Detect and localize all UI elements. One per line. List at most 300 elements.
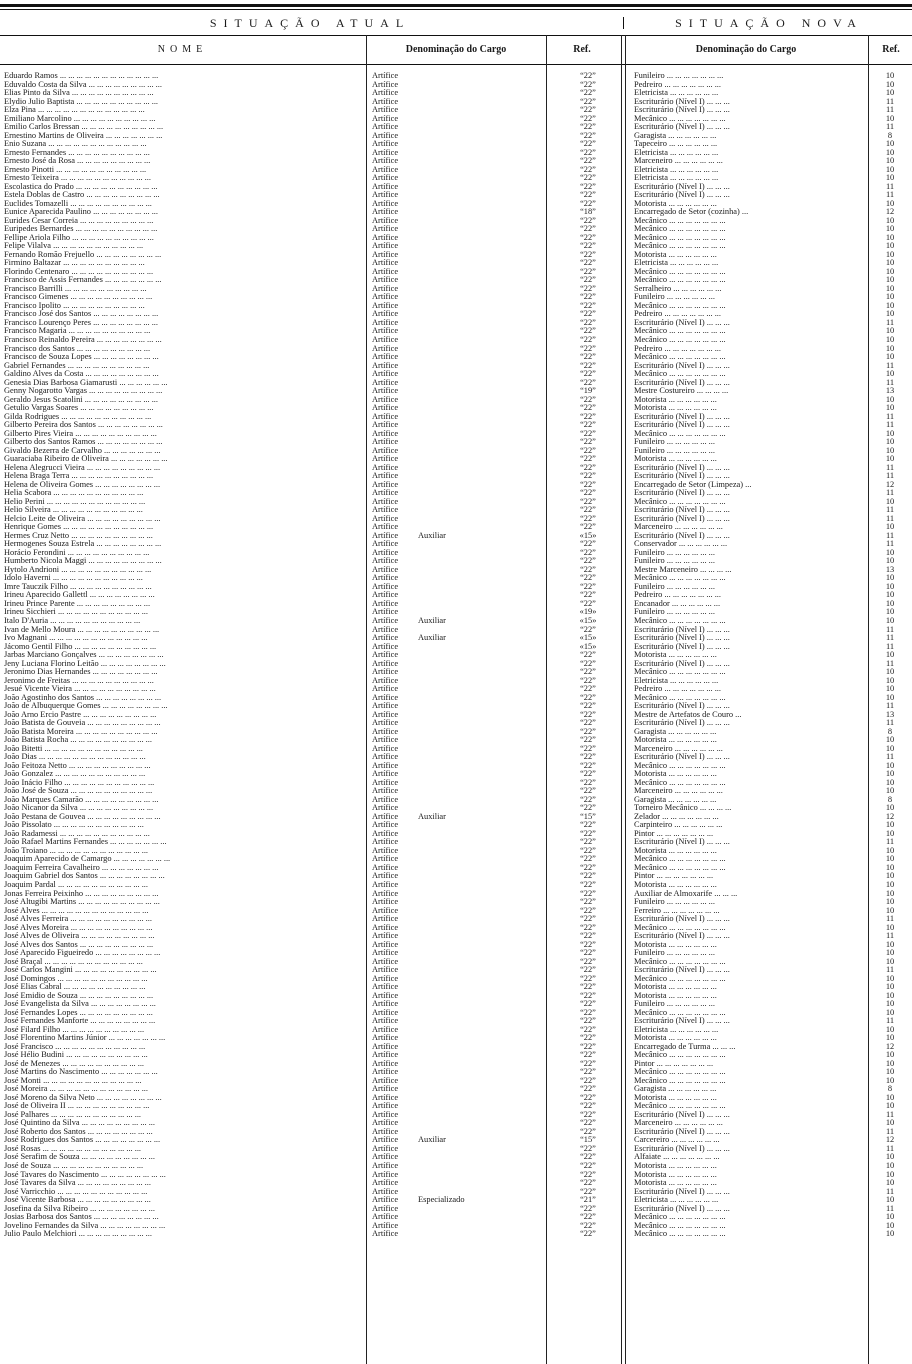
cell-cargo-nova: Funileiro ... ... ... ... ... ...	[634, 293, 715, 302]
table-row	[0, 779, 912, 788]
table-row	[0, 617, 912, 626]
cell-ref: “22”	[580, 1102, 596, 1111]
cell-cargo-nova: Serralheiro ... ... ... ... ... ...	[634, 284, 722, 293]
cell-ref-nova: 10	[885, 1196, 895, 1205]
cell-cargo: Artífice	[372, 702, 399, 711]
table-row	[0, 1085, 912, 1094]
cell-cargo: Artífice	[372, 276, 399, 285]
cell-ref: “15”	[580, 1136, 596, 1145]
cell-cargo-nova: Eletricista ... ... ... ... ... ...	[634, 1196, 719, 1205]
cell-nome: José Moreira ... ... ... ... ... ... ... ... ... ... ... ...	[4, 1085, 148, 1094]
cell-cargo-nova: Motorista ... ... ... ... ... ...	[634, 404, 717, 413]
cell-cargo-nova: Auxiliar de Almoxarife ... ... ...	[634, 889, 738, 898]
cell-ref-nova: 8	[887, 131, 893, 140]
cell-ref-nova: 10	[885, 846, 895, 855]
cell-cargo: Artífice	[372, 855, 399, 864]
cell-ref: “22”	[580, 1025, 596, 1034]
cell-cargo: Artífice	[372, 829, 399, 838]
cell-nome: João Feitoza Netto ... ... ... ... ... ... ... ... ... ...	[4, 761, 151, 770]
cell-cargo-nova: Escriturário (Nível I) ... ... ...	[634, 412, 730, 421]
table-row	[0, 992, 912, 1001]
table-row	[0, 1230, 912, 1239]
cell-nome: Ivan de Mello Moura ... ... ... ... ... ... ... ... ... ...	[4, 625, 160, 634]
cell-nome: Florindo Centenaro ... ... ... ... ... ... ... ... ... ...	[4, 267, 154, 276]
cell-cargo: Artífice	[372, 489, 399, 498]
cell-ref: “22”	[580, 276, 596, 285]
cell-ref: “22”	[580, 1085, 596, 1094]
cell-ref: «15»	[579, 617, 597, 625]
cell-ref-nova: 10	[885, 1059, 895, 1068]
table-row	[0, 626, 912, 635]
cell-nome: Joaquim Pardal ... ... ... ... ... ... ... ... ... ... ...	[4, 880, 148, 889]
table-row	[0, 1145, 912, 1154]
cell-ref: “22”	[580, 421, 596, 430]
cell-cargo-nova: Marceneiro ... ... ... ... ... ...	[634, 744, 723, 753]
cell-nome: Estela Doblas de Castro ... ... ... ... ... ... ... ... ...	[4, 191, 160, 200]
table-row	[0, 540, 912, 549]
cell-nome: José Martins do Nascimento ... ... ... ... ... ... ...	[4, 1068, 158, 1077]
cell-ref: “22”	[580, 267, 596, 276]
cell-nome: José Braçal ... ... ... ... ... ... ... ... ... ... ... ...	[4, 957, 143, 966]
cell-ref: “22”	[580, 676, 596, 685]
table-row	[0, 1162, 912, 1171]
cell-nome: Emiliano Marcolino ... ... ... ... ... ... ... ... ... ...	[4, 114, 156, 123]
cell-ref-nova: 11	[885, 1017, 895, 1026]
table-row	[0, 1196, 912, 1205]
cell-ref-nova: 13	[885, 710, 895, 719]
cell-nome: Idolo Haverni ... ... ... ... ... ... ... ... ... ... ...	[4, 574, 143, 583]
cell-ref: “22”	[580, 923, 596, 932]
cell-cargo: Artífice	[372, 250, 399, 259]
cell-ref-nova: 10	[885, 872, 895, 881]
table-row	[0, 200, 912, 209]
cell-ref: “22”	[580, 318, 596, 327]
table-row	[0, 481, 912, 490]
cell-cargo-nova: Pedreiro ... ... ... ... ... ... ...	[634, 310, 721, 319]
table-row	[0, 379, 912, 388]
cell-ref-nova: 11	[885, 1127, 895, 1136]
cell-ref-nova: 10	[885, 523, 895, 532]
cell-cargo: Artífice	[372, 1144, 399, 1153]
cell-ref-nova: 10	[885, 327, 895, 336]
table-row	[0, 643, 912, 652]
cell-ref: “22”	[580, 1017, 596, 1026]
column-header-ref: Ref.	[573, 44, 591, 55]
cell-cargo-nova: Encarregado de Setor (cozinha) ...	[634, 208, 749, 217]
cell-ref-nova: 11	[885, 318, 895, 327]
cell-cargo-nova: Motorista ... ... ... ... ... ...	[634, 770, 717, 779]
cell-ref: “22”	[580, 651, 596, 660]
cell-ref-nova: 10	[885, 301, 895, 310]
cell-cargo-nova: Mecânico ... ... ... ... ... ... ...	[634, 335, 726, 344]
cell-cargo-nova: Escriturário (Nível I) ... ... ...	[634, 123, 730, 132]
cell-nome: Eduardo Ramos ... ... ... ... ... ... ... ... ... ... ... ...	[4, 72, 159, 80]
cell-ref: “22”	[580, 821, 596, 830]
cell-ref-nova: 10	[885, 80, 895, 89]
cell-nome: Escolastica do Prado ... ... ... ... ... ... ... ... ... ...	[4, 182, 158, 191]
cell-ref: “22”	[580, 216, 596, 225]
header-top-rule	[0, 35, 912, 36]
cell-cargo-nova: Motorista ... ... ... ... ... ...	[634, 395, 717, 404]
cell-ref: “22”	[580, 1068, 596, 1077]
cell-nome: Gabriel Fernandes ... ... ... ... ... ... ... ... ... ...	[4, 361, 150, 370]
cell-nome: Horácio Ferondini ... ... ... ... ... ... ... ... ... ...	[4, 548, 150, 557]
cell-cargo-nova: Pedreiro ... ... ... ... ... ... ...	[634, 344, 721, 353]
cell-nome: Francisco de Assis Fernandes ... ... ... ... ... ... ...	[4, 276, 162, 285]
cell-ref-nova: 10	[885, 455, 895, 464]
cell-ref: “22”	[580, 1110, 596, 1119]
cell-cargo-nova: Escriturário (Nível I) ... ... ...	[634, 1187, 730, 1196]
cell-ref-nova: 10	[885, 293, 895, 302]
cell-cargo: Artífice	[372, 1110, 399, 1119]
cell-ref: “22”	[580, 412, 596, 421]
cell-cargo-nova: Escriturário (Nível I) ... ... ...	[634, 191, 730, 200]
cell-cargo-nova: Motorista ... ... ... ... ... ...	[634, 250, 717, 259]
cell-nome: João Pestana de Gouvea ... ... ... ... ... ... ... ... ...	[4, 812, 161, 821]
cell-cargo-nova: Motorista ... ... ... ... ... ...	[634, 199, 717, 208]
cell-ref: “22”	[580, 804, 596, 813]
cell-ref-nova: 10	[885, 114, 895, 123]
cell-ref: “22”	[580, 787, 596, 796]
cell-cargo: Artífice	[372, 1221, 399, 1230]
cell-ref: «15»	[579, 531, 597, 540]
cell-nome: José Roberto dos Santos ... ... ... ... ... ... ... ...	[4, 1127, 153, 1136]
cell-cargo-nova: Eletricista ... ... ... ... ... ...	[634, 165, 719, 174]
cell-cargo: Artífice	[372, 991, 399, 1000]
cell-ref: “22”	[580, 242, 596, 251]
cell-ref-nova: 10	[885, 174, 895, 183]
cell-cargo-nova: Escriturário (Nível I) ... ... ...	[634, 1204, 730, 1213]
cell-ref: “22”	[580, 778, 596, 787]
cell-cargo-nova: Escriturário (Nível I) ... ... ...	[634, 182, 730, 191]
cell-cargo: Artífice	[372, 182, 399, 191]
cell-cargo-nova: Garagista ... ... ... ... ... ...	[634, 131, 717, 140]
cell-cargo: Artífice	[372, 89, 399, 98]
cell-cargo: Artífice	[372, 753, 399, 762]
cell-nome: Elias Pinto da Silva ... ... ... ... ... ... ... ... ... ...	[4, 89, 154, 98]
cell-ref: “22”	[580, 966, 596, 975]
cell-cargo-nova: Motorista ... ... ... ... ... ...	[634, 651, 717, 660]
cell-ref-nova: 11	[885, 966, 895, 975]
cell-nome: José Emidio de Souza ... ... ... ... ... ... ... ... ...	[4, 991, 154, 1000]
table-row	[0, 872, 912, 881]
cell-ref-nova: 10	[885, 1068, 895, 1077]
cell-cargo: Artífice	[372, 140, 399, 149]
cell-cargo: Artífice	[372, 1076, 399, 1085]
cell-cargo: Artífice	[372, 923, 399, 932]
cell-cargo: Artífice	[372, 685, 399, 694]
table-row	[0, 81, 912, 90]
cell-cargo-nova: Eletricista ... ... ... ... ... ...	[634, 1025, 719, 1034]
cell-cargo-nova: Escriturário (Nível I) ... ... ...	[634, 1144, 730, 1153]
cell-cargo-nova: Funileiro ... ... ... ... ... ...	[634, 608, 715, 617]
cell-ref: “22”	[580, 140, 596, 149]
cell-cargo-nova: Escriturário (Nível I) ... ... ...	[634, 472, 730, 481]
cell-ref: “22”	[580, 557, 596, 566]
cell-cargo: Artífice	[372, 812, 399, 821]
cell-cargo: Artífice	[372, 719, 399, 728]
cell-ref: “22”	[580, 846, 596, 855]
cell-cargo: Artífice	[372, 284, 399, 293]
cell-cargo: Artífice	[372, 966, 399, 975]
cell-nome: Joaquim Ferreira Cavalheiro ... ... ... ... ... ... ...	[4, 863, 159, 872]
cell-nome: José Fernandes Manforte ... ... ... ... ... ... ... ...	[4, 1017, 156, 1026]
cell-ref-nova: 11	[885, 378, 895, 387]
cell-nome: José de Oliveira II ... ... ... ... ... ... ... ... ... ...	[4, 1102, 150, 1111]
cell-nome: José Tavares da Silva ... ... ... ... ... ... ... ... ...	[4, 1179, 151, 1188]
cell-cargo-nova: Escriturário (Nível I) ... ... ...	[634, 625, 730, 634]
cell-cargo: Artífice	[372, 225, 399, 234]
cell-cargo-nova: Funileiro ... ... ... ... ... ...	[634, 949, 715, 958]
cell-ref: “22”	[580, 191, 596, 200]
cell-nome: José Aparecido Figueiredo ... ... ... ... ... ... ... ...	[4, 949, 161, 958]
cell-ref-nova: 10	[885, 1213, 895, 1222]
table-row	[0, 72, 912, 81]
cell-cargo: Artífice	[372, 80, 399, 89]
table-row	[0, 149, 912, 158]
cell-nome: Genny Nogarotto Vargas ... ... ... ... ... ... ... ... ...	[4, 387, 163, 396]
cell-cargo: Artífice	[372, 1119, 399, 1128]
cell-nome: Francisco Gimenes ... ... ... ... ... ... ... ... ... ...	[4, 293, 153, 302]
table-row	[0, 302, 912, 311]
table-row	[0, 310, 912, 319]
cell-ref: “22”	[580, 957, 596, 966]
cell-ref: “22”	[580, 72, 596, 80]
cell-cargo-nova: Funileiro ... ... ... ... ... ...	[634, 557, 715, 566]
table-row	[0, 1205, 912, 1214]
cell-ref: “22”	[580, 829, 596, 838]
cell-ref-nova: 10	[885, 651, 895, 660]
cell-ref: “22”	[580, 480, 596, 489]
cell-nome: Francisco Barrilli ... ... ... ... ... ... ... ... ... ...	[4, 284, 147, 293]
cell-cargo-nova: Mecânico ... ... ... ... ... ... ...	[634, 1076, 726, 1085]
cell-ref: “22”	[580, 710, 596, 719]
table-row	[0, 1077, 912, 1086]
cell-classe: Auxiliar	[418, 531, 446, 540]
cell-cargo-nova: Motorista ... ... ... ... ... ...	[634, 1034, 717, 1043]
cell-cargo: Artífice	[372, 744, 399, 753]
cell-ref-nova: 12	[885, 1136, 895, 1145]
cell-ref-nova: 10	[885, 974, 895, 983]
cell-ref-nova: 10	[885, 259, 895, 268]
cell-ref-nova: 10	[885, 863, 895, 872]
cell-ref: “22”	[580, 1034, 596, 1043]
cell-cargo: Artífice	[372, 761, 399, 770]
cell-cargo-nova: Mestre Marceneiro ... ... ... ...	[634, 565, 732, 574]
table-row	[0, 1043, 912, 1052]
cell-ref: “22”	[580, 353, 596, 362]
cell-ref: “22”	[580, 174, 596, 183]
cell-cargo: Artífice	[372, 915, 399, 924]
cell-ref: “22”	[580, 284, 596, 293]
cell-ref: “22”	[580, 97, 596, 106]
table-row	[0, 881, 912, 890]
table-row	[0, 370, 912, 379]
cell-nome: Josefina da Silva Ribeiro ... ... ... ... ... ... ... ...	[4, 1204, 155, 1213]
table-row	[0, 1026, 912, 1035]
cell-cargo: Artífice	[372, 591, 399, 600]
cell-nome: João Batista Rocha ... ... ... ... ... ... ... ... ... ...	[4, 736, 152, 745]
cell-nome: João Radamessi ... ... ... ... ... ... ... ... ... ... ...	[4, 829, 150, 838]
cell-cargo-nova: Encarregado de Turma ... ... ...	[634, 1042, 736, 1051]
cell-ref: “22”	[580, 157, 596, 166]
cell-ref-nova: 10	[885, 233, 895, 242]
table-row	[0, 191, 912, 200]
cell-cargo-nova: Pintor ... ... ... ... ... ... ...	[634, 829, 714, 838]
cell-ref: “22”	[580, 361, 596, 370]
cell-cargo: Artífice	[372, 72, 399, 80]
cell-nome: Elza Pina ... ... ... ... ... ... ... ... ... ... ... ... ...	[4, 106, 145, 115]
table-row	[0, 1000, 912, 1009]
cell-cargo: Artífice	[372, 727, 399, 736]
cell-ref: “22”	[580, 310, 596, 319]
cell-nome: José Carlos Mangini ... ... ... ... ... ... ... ... ... ...	[4, 966, 157, 975]
cell-ref: “22”	[580, 872, 596, 881]
table-row	[0, 838, 912, 847]
cell-cargo-nova: Mecânico ... ... ... ... ... ... ...	[634, 668, 726, 677]
cell-classe: Especializado	[418, 1196, 465, 1205]
cell-ref: “22”	[580, 693, 596, 702]
table-row	[0, 208, 912, 217]
table-row	[0, 387, 912, 396]
table-row	[0, 362, 912, 371]
cell-nome: Getulio Vargas Soares ... ... ... ... ... ... ... ... ...	[4, 404, 154, 413]
table-row	[0, 174, 912, 183]
cell-ref: “22”	[580, 983, 596, 992]
cell-cargo-nova: Mecânico ... ... ... ... ... ... ...	[634, 574, 726, 583]
cell-nome: Jesué Vicente Vieira ... ... ... ... ... ... ... ... ... ...	[4, 685, 156, 694]
cell-cargo: Artífice	[372, 1042, 399, 1051]
cell-ref-nova: 11	[885, 719, 895, 728]
cell-cargo: Artífice	[372, 472, 399, 481]
cell-cargo-nova: Funileiro ... ... ... ... ... ...	[634, 582, 715, 591]
table-row	[0, 1128, 912, 1137]
column-header-nome: NOME	[157, 44, 208, 55]
cell-cargo: Artífice	[372, 1204, 399, 1213]
cell-ref-nova: 10	[885, 923, 895, 932]
cell-cargo: Artífice	[372, 804, 399, 813]
cell-ref-nova: 10	[885, 446, 895, 455]
cell-ref-nova: 10	[885, 668, 895, 677]
cell-cargo: Artífice	[372, 548, 399, 557]
cell-cargo-nova: Funileiro ... ... ... ... ... ... ...	[634, 72, 724, 80]
cell-cargo: Artífice	[372, 1187, 399, 1196]
cell-nome: Eduvaldo Costa da Silva ... ... ... ... ... ... ... ... ...	[4, 80, 162, 89]
table-row	[0, 276, 912, 285]
cell-nome: José de Souza ... ... ... ... ... ... ... ... ... ... ...	[4, 1162, 144, 1170]
cell-cargo-nova: Mecânico ... ... ... ... ... ... ...	[634, 301, 726, 310]
table-row	[0, 166, 912, 175]
cell-cargo-nova: Motorista ... ... ... ... ... ...	[634, 991, 717, 1000]
cell-cargo: Artífice	[372, 668, 399, 677]
cell-cargo: Artífice	[372, 557, 399, 566]
cell-ref: “22”	[580, 182, 596, 191]
table-row	[0, 140, 912, 149]
cell-cargo-nova: Escriturário (Nível I) ... ... ...	[634, 719, 730, 728]
table-row	[0, 115, 912, 124]
cell-cargo: Artífice	[372, 412, 399, 421]
cell-ref-nova: 10	[885, 276, 895, 285]
cell-nome: José Palhares ... ... ... ... ... ... ... ... ... ... ...	[4, 1110, 142, 1119]
cell-cargo: Artífice	[372, 174, 399, 183]
cell-ref: “22”	[580, 250, 596, 259]
cell-nome: Jarbas Marciano Gonçalves ... ... ... ... ... ... ... ...	[4, 651, 164, 660]
table-row	[0, 1094, 912, 1103]
table-row	[0, 455, 912, 464]
cell-ref-nova: 8	[887, 727, 893, 736]
table-row	[0, 472, 912, 481]
cell-cargo-nova: Motorista ... ... ... ... ... ...	[634, 1179, 717, 1188]
cell-ref: “22”	[580, 574, 596, 583]
cell-cargo: Artífice	[372, 1051, 399, 1060]
cell-ref-nova: 10	[885, 906, 895, 915]
cell-ref-nova: 11	[885, 463, 895, 472]
cell-nome: Francisco Magaria ... ... ... ... ... ... ... ... ... ...	[4, 327, 151, 336]
cell-nome: João de Albuquerque Gomes ... ... ... ... ... ... ... ...	[4, 702, 168, 711]
cell-cargo: Artífice	[372, 693, 399, 702]
cell-cargo-nova: Escriturário (Nível I) ... ... ...	[634, 506, 730, 515]
cell-cargo: Artífice	[372, 267, 399, 276]
table-row	[0, 813, 912, 822]
cell-cargo-nova: Mecânico ... ... ... ... ... ... ...	[634, 617, 726, 625]
table-row	[0, 1171, 912, 1180]
cell-ref-nova: 10	[885, 744, 895, 753]
cell-nome: João Nicanor da Silva ... ... ... ... ... ... ... ... ...	[4, 804, 154, 813]
cell-nome: Genesia Dias Barbosa Giamarusti ... ... ... ... ... ...	[4, 378, 168, 387]
cell-cargo-nova: Pedreiro ... ... ... ... ... ... ...	[634, 591, 721, 600]
cell-cargo-nova: Mecânico ... ... ... ... ... ... ...	[634, 923, 726, 932]
cell-cargo-nova: Escriturário (Nível I) ... ... ...	[634, 1017, 730, 1026]
cell-ref-nova: 11	[885, 531, 895, 540]
cell-ref-nova: 10	[885, 225, 895, 234]
table-row	[0, 1034, 912, 1043]
cell-cargo-nova: Mecânico ... ... ... ... ... ... ...	[634, 216, 726, 225]
table-row	[0, 1213, 912, 1222]
cell-cargo: Artífice	[372, 1059, 399, 1068]
cell-ref: “22”	[580, 1051, 596, 1060]
table-row	[0, 574, 912, 583]
table-row	[0, 608, 912, 617]
cell-cargo-nova: Motorista ... ... ... ... ... ...	[634, 880, 717, 889]
cell-cargo: Artífice	[372, 106, 399, 115]
cell-ref-nova: 11	[885, 361, 895, 370]
cell-cargo: Artífice	[372, 846, 399, 855]
cell-ref-nova: 10	[885, 148, 895, 157]
table-row	[0, 157, 912, 166]
cell-cargo: Artífice	[372, 301, 399, 310]
cell-ref-nova: 10	[885, 676, 895, 685]
cell-cargo-nova: Carpinteiro ... ... ... ... ... ...	[634, 821, 723, 830]
cell-cargo-nova: Encanador ... ... ... ... ... ...	[634, 599, 721, 608]
cell-cargo-nova: Eletricista ... ... ... ... ... ...	[634, 89, 719, 98]
cell-ref-nova: 10	[885, 284, 895, 293]
cell-cargo: Artífice	[372, 957, 399, 966]
cell-nome: Irineu Prince Parente ... ... ... ... ... ... ... ... ...	[4, 599, 151, 608]
cell-cargo-nova: Mecânico ... ... ... ... ... ... ...	[634, 957, 726, 966]
cell-ref: “22”	[580, 455, 596, 464]
cell-cargo: Artífice	[372, 259, 399, 268]
table-row	[0, 523, 912, 532]
cell-cargo-nova: Escriturário (Nível I) ... ... ...	[634, 642, 730, 651]
cell-classe: Auxiliar	[418, 1136, 446, 1145]
cell-cargo-nova: Escriturário (Nível I) ... ... ...	[634, 489, 730, 498]
table-row	[0, 1068, 912, 1077]
cell-cargo-nova: Mecânico ... ... ... ... ... ... ...	[634, 353, 726, 362]
cell-ref: “22”	[580, 889, 596, 898]
cell-ref-nova: 11	[885, 123, 895, 132]
cell-ref-nova: 12	[885, 480, 895, 489]
cell-ref: “22”	[580, 1093, 596, 1102]
